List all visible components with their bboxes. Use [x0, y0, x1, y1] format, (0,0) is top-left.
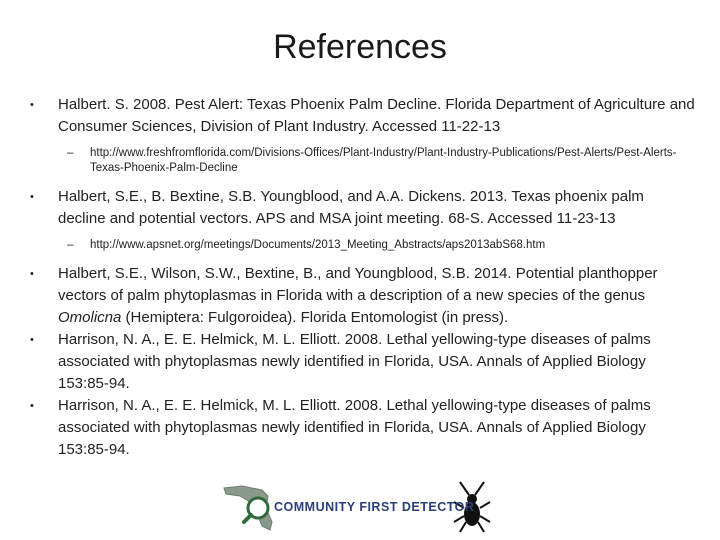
- reference-text-end: (Hemiptera: Fulgoroidea). Florida Entomologist (in press).: [121, 309, 509, 326]
- slide-title: References: [273, 28, 447, 66]
- reference-item: [30, 94, 695, 138]
- reference-item: [30, 395, 695, 461]
- logo-text: COMMUNITY FIRST DETECTOR: [274, 500, 475, 514]
- reference-text: Harrison, N. A., E. E. Helmick, M. L. Elliott. 2008. Lethal yellowing-type diseases of palms associated with phytoplasmas newly identified in Florida, USA. Annals of Applied Biology 153:85-94.: [58, 397, 651, 458]
- dash-icon: –: [67, 239, 74, 251]
- reference-item: [30, 263, 695, 329]
- community-first-detector-logo: [222, 478, 522, 534]
- dash-icon: –: [67, 147, 74, 159]
- reference-url-text: http://www.freshfromflorida.com/Divisions-Offices/Plant-Industry/Plant-Industry-Publications/Pest-Alerts/Pest-Alerts-Texas-Phoenix-Palm-Decline: [90, 147, 677, 174]
- genus-name: Omolicna: [58, 309, 122, 326]
- reference-text: Harrison, N. A., E. E. Helmick, M. L. Elliott. 2008. Lethal yellowing-type diseases of palms associated with phytoplasmas newly identified in Florida, USA. Annals of Applied Biology 153:85-94.: [58, 331, 651, 392]
- reference-url-text: http://www.apsnet.org/meetings/Documents/2013_Meeting_Abstracts/aps2013abS68.htm: [90, 239, 546, 251]
- reference-text: Halbert, S.E., Wilson, S.W., Bextine, B., and Youngblood, S.B. 2014. Potential planthopper vectors of palm phytoplasmas in Florida with a description of a new species of the genus: [58, 265, 658, 304]
- reference-item: [30, 186, 695, 230]
- bullet-icon: •: [30, 191, 34, 203]
- reference-url: [30, 146, 695, 176]
- bullet-icon: •: [30, 334, 34, 346]
- reference-url: [30, 238, 695, 253]
- reference-list: [30, 94, 695, 461]
- reference-text: Halbert. S. 2008. Pest Alert: Texas Phoenix Palm Decline. Florida Department of Agriculture and Consumer Sciences, Division of Plant Industry. Accessed 11-22-13: [58, 96, 695, 135]
- bullet-icon: •: [30, 99, 34, 111]
- bullet-icon: •: [30, 268, 34, 280]
- reference-text: Halbert, S.E., B. Bextine, S.B. Youngblood, and A.A. Dickens. 2013. Texas phoenix palm decline and potential vectors. APS and MSA joint meeting. 68-S. Accessed 11-23-13: [58, 188, 644, 227]
- bullet-icon: •: [30, 400, 34, 412]
- reference-item: [30, 329, 695, 395]
